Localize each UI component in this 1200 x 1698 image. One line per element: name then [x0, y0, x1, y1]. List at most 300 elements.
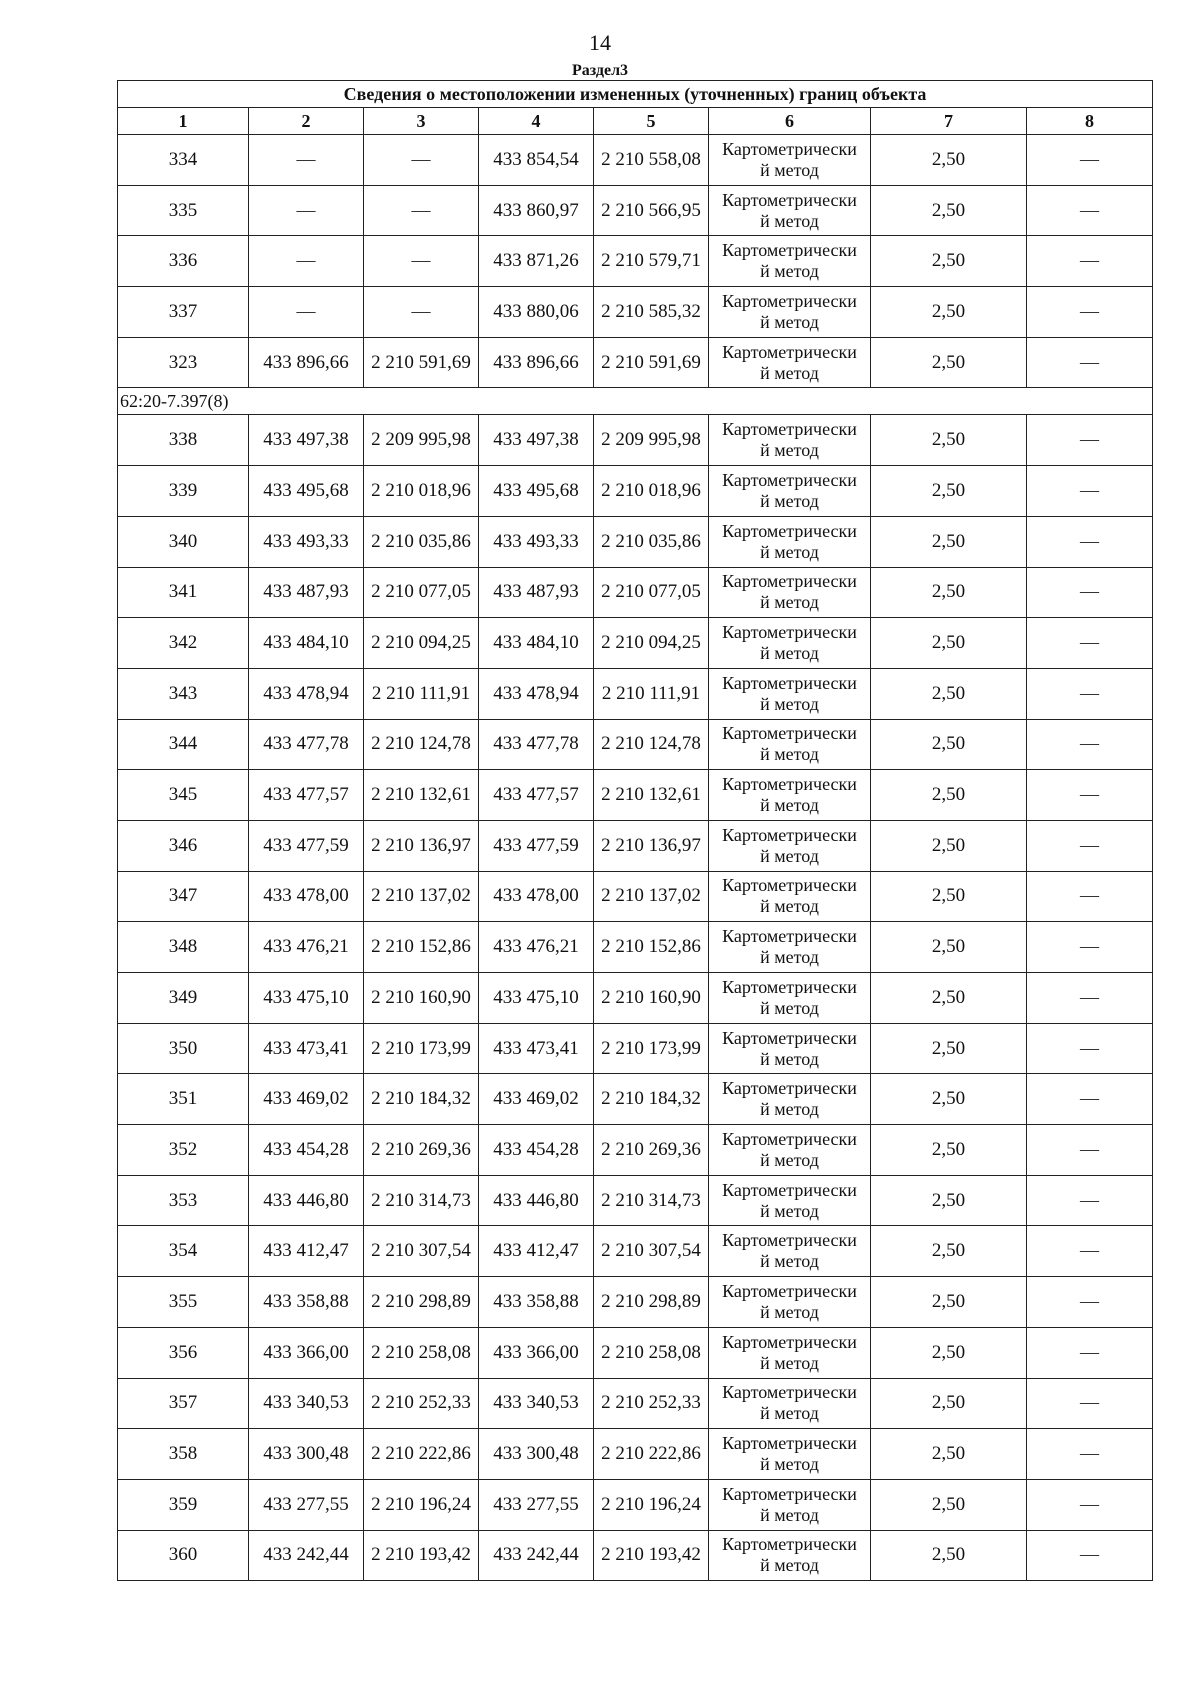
method-line: й метод — [760, 1555, 819, 1576]
table-cell: 433 366,00 — [249, 1327, 364, 1378]
table-cell: 2,50 — [871, 567, 1027, 618]
table-cell: — — [1027, 185, 1153, 236]
method-cell — [709, 236, 871, 287]
table-cell: 2 210 018,96 — [594, 466, 709, 517]
method-cell — [709, 820, 871, 871]
table-cell: — — [364, 135, 479, 186]
table-cell: 345 — [118, 770, 249, 821]
table-cell: 2 210 173,99 — [594, 1023, 709, 1074]
method-line: Картометрически — [722, 341, 857, 362]
table-cell: 433 412,47 — [249, 1226, 364, 1277]
table-row — [118, 1429, 1153, 1480]
table-cell: 2,50 — [871, 668, 1027, 719]
table-cell: 2,50 — [871, 871, 1027, 922]
table-cell: 2 210 111,91 — [364, 668, 479, 719]
table-row — [118, 1226, 1153, 1277]
table-cell: 335 — [118, 185, 249, 236]
table-row — [118, 1530, 1153, 1581]
method-line: Картометрически — [722, 774, 857, 795]
method-line: Картометрически — [722, 672, 857, 693]
table-cell: 2 210 252,33 — [594, 1378, 709, 1429]
table-cell: 355 — [118, 1277, 249, 1328]
method-cell — [709, 1327, 871, 1378]
method-line: й метод — [760, 1454, 819, 1475]
method-cell — [709, 618, 871, 669]
table-cell: — — [1027, 1226, 1153, 1277]
method-line: й метод — [760, 744, 819, 765]
table-cell: — — [1027, 922, 1153, 973]
table-cell: 433 277,55 — [249, 1479, 364, 1530]
table-cell: 433 477,59 — [249, 820, 364, 871]
table-cell: — — [1027, 668, 1153, 719]
table-cell: 433 495,68 — [479, 466, 594, 517]
table-cell: 433 476,21 — [479, 922, 594, 973]
method-line: й метод — [760, 592, 819, 613]
table-cell: 2,50 — [871, 1530, 1027, 1581]
table-cell: 2 210 196,24 — [364, 1479, 479, 1530]
method-line: й метод — [760, 1403, 819, 1424]
method-line: Картометрически — [722, 469, 857, 490]
table-cell: 433 475,10 — [479, 973, 594, 1024]
method-line: й метод — [760, 1301, 819, 1322]
table-cell: 337 — [118, 287, 249, 338]
table-cell: 433 446,80 — [249, 1175, 364, 1226]
table-row — [118, 1175, 1153, 1226]
table-cell: 2,50 — [871, 287, 1027, 338]
method-line: й метод — [760, 490, 819, 511]
table-cell: 433 896,66 — [479, 337, 594, 388]
table-cell: 433 412,47 — [479, 1226, 594, 1277]
table-cell: 2,50 — [871, 1479, 1027, 1530]
method-cell — [709, 1277, 871, 1328]
table-cell: 2,50 — [871, 770, 1027, 821]
table-cell: 2 210 591,69 — [594, 337, 709, 388]
table-cell: — — [1027, 135, 1153, 186]
column-header: 3 — [364, 108, 479, 135]
table-cell: — — [1027, 618, 1153, 669]
table-cell: 338 — [118, 415, 249, 466]
table-cell: 433 358,88 — [479, 1277, 594, 1328]
table-cell: 433 454,28 — [479, 1125, 594, 1176]
table-row — [118, 922, 1153, 973]
table-cell: 2 210 173,99 — [364, 1023, 479, 1074]
table-cell: — — [1027, 337, 1153, 388]
column-header: 7 — [871, 108, 1027, 135]
table-body — [118, 135, 1153, 1581]
table-cell: 359 — [118, 1479, 249, 1530]
table-cell: 2 210 018,96 — [364, 466, 479, 517]
table-row — [118, 618, 1153, 669]
table-cell: — — [364, 236, 479, 287]
table-cell: 2,50 — [871, 1226, 1027, 1277]
table-cell: 2,50 — [871, 1074, 1027, 1125]
method-cell — [709, 1378, 871, 1429]
table-row — [118, 719, 1153, 770]
method-line: Картометрически — [722, 1027, 857, 1048]
method-cell — [709, 337, 871, 388]
table-row — [118, 1277, 1153, 1328]
table-cell: 2 210 184,32 — [364, 1074, 479, 1125]
method-line: й метод — [760, 210, 819, 231]
method-line: Картометрически — [722, 1128, 857, 1149]
table-cell: 334 — [118, 135, 249, 186]
table-cell: 433 477,57 — [479, 770, 594, 821]
table-row — [118, 820, 1153, 871]
table-cell: 2 210 132,61 — [594, 770, 709, 821]
table-cell: 433 478,94 — [479, 668, 594, 719]
method-line: Картометрически — [722, 240, 857, 261]
table-cell: 2,50 — [871, 1277, 1027, 1328]
method-line: й метод — [760, 159, 819, 180]
table-cell: 2,50 — [871, 1125, 1027, 1176]
method-line: Картометрически — [722, 571, 857, 592]
table-cell: 339 — [118, 466, 249, 517]
table-cell: 2,50 — [871, 1378, 1027, 1429]
table-cell: 2 209 995,98 — [364, 415, 479, 466]
table-cell: 2 210 585,32 — [594, 287, 709, 338]
method-line: й метод — [760, 311, 819, 332]
table-cell: 353 — [118, 1175, 249, 1226]
column-number-row — [118, 108, 1153, 135]
table-cell: 433 477,78 — [479, 719, 594, 770]
table-cell: 2 210 035,86 — [594, 516, 709, 567]
table-row — [118, 973, 1153, 1024]
table-cell: 2 210 111,91 — [594, 668, 709, 719]
column-header: 1 — [118, 108, 249, 135]
table-cell: 433 469,02 — [479, 1074, 594, 1125]
table-cell: 354 — [118, 1226, 249, 1277]
table-row — [118, 135, 1153, 186]
method-cell — [709, 1226, 871, 1277]
table-row — [118, 287, 1153, 338]
table-cell: 2,50 — [871, 337, 1027, 388]
table-cell: 2,50 — [871, 135, 1027, 186]
method-line: й метод — [760, 1048, 819, 1069]
table-cell: 2 210 222,86 — [364, 1429, 479, 1480]
table-cell: 2 210 579,71 — [594, 236, 709, 287]
table-cell: 433 487,93 — [479, 567, 594, 618]
method-cell — [709, 1175, 871, 1226]
method-cell — [709, 973, 871, 1024]
table-cell: 2 210 035,86 — [364, 516, 479, 567]
method-line: Картометрически — [722, 1280, 857, 1301]
method-line: й метод — [760, 440, 819, 461]
table-cell: 343 — [118, 668, 249, 719]
table-cell: 340 — [118, 516, 249, 567]
table-cell: 357 — [118, 1378, 249, 1429]
table-cell: 433 478,94 — [249, 668, 364, 719]
table-cell: — — [1027, 415, 1153, 466]
table-cell: 2 210 132,61 — [364, 770, 479, 821]
table-cell: 433 476,21 — [249, 922, 364, 973]
column-header: 4 — [479, 108, 594, 135]
table-cell: — — [1027, 770, 1153, 821]
table-row — [118, 1327, 1153, 1378]
method-line: й метод — [760, 643, 819, 664]
method-line: й метод — [760, 1149, 819, 1170]
table-cell: 356 — [118, 1327, 249, 1378]
table-row — [118, 1378, 1153, 1429]
method-line: Картометрически — [722, 189, 857, 210]
method-line: Картометрически — [722, 875, 857, 896]
method-cell — [709, 1429, 871, 1480]
table-cell: 2,50 — [871, 922, 1027, 973]
table-cell: 433 475,10 — [249, 973, 364, 1024]
column-header: 5 — [594, 108, 709, 135]
table-cell: 2 210 222,86 — [594, 1429, 709, 1480]
method-cell — [709, 1023, 871, 1074]
method-cell — [709, 770, 871, 821]
table-cell: 348 — [118, 922, 249, 973]
table-cell: 2 210 184,32 — [594, 1074, 709, 1125]
method-line: й метод — [760, 1352, 819, 1373]
method-line: Картометрически — [722, 1331, 857, 1352]
column-header: 8 — [1027, 108, 1153, 135]
table-cell: — — [1027, 1530, 1153, 1581]
group-row — [118, 388, 1153, 415]
method-line: Картометрически — [722, 290, 857, 311]
method-line: й метод — [760, 795, 819, 816]
table-cell: 2 210 258,08 — [364, 1327, 479, 1378]
table-cell: 2 210 137,02 — [364, 871, 479, 922]
table-cell: 2 210 307,54 — [364, 1226, 479, 1277]
table-cell: 433 497,38 — [249, 415, 364, 466]
table-row — [118, 1125, 1153, 1176]
method-cell — [709, 922, 871, 973]
table-cell: 433 871,26 — [479, 236, 594, 287]
table-cell: 350 — [118, 1023, 249, 1074]
table-cell: — — [1027, 466, 1153, 517]
table-cell: 2 210 094,25 — [364, 618, 479, 669]
method-line: Картометрически — [722, 1433, 857, 1454]
method-line: Картометрически — [722, 1179, 857, 1200]
table-cell: 360 — [118, 1530, 249, 1581]
method-cell — [709, 185, 871, 236]
table-cell: 2 209 995,98 — [594, 415, 709, 466]
table-cell: — — [1027, 1277, 1153, 1328]
table-cell: 433 473,41 — [479, 1023, 594, 1074]
method-cell — [709, 871, 871, 922]
method-line: Картометрически — [722, 1534, 857, 1555]
method-line: й метод — [760, 947, 819, 968]
table-cell: 2,50 — [871, 1429, 1027, 1480]
method-cell — [709, 287, 871, 338]
table-cell: 433 340,53 — [249, 1378, 364, 1429]
boundary-coordinates-table — [117, 80, 1153, 1581]
table-cell: 2,50 — [871, 1175, 1027, 1226]
table-cell: 347 — [118, 871, 249, 922]
table-cell: 2 210 136,97 — [594, 820, 709, 871]
table-cell: — — [1027, 1074, 1153, 1125]
table-cell: — — [364, 185, 479, 236]
table-cell: 433 896,66 — [249, 337, 364, 388]
method-line: й метод — [760, 693, 819, 714]
method-line: Картометрически — [722, 622, 857, 643]
method-cell — [709, 719, 871, 770]
section-title: Раздел3 — [571, 62, 629, 79]
table-cell: 433 242,44 — [249, 1530, 364, 1581]
table-cell: 2 210 591,69 — [364, 337, 479, 388]
table-cell: — — [1027, 1429, 1153, 1480]
table-cell: — — [1027, 1479, 1153, 1530]
table-row — [118, 466, 1153, 517]
table-row — [118, 516, 1153, 567]
method-line: Картометрически — [722, 1078, 857, 1099]
table-cell: 346 — [118, 820, 249, 871]
method-line: й метод — [760, 1504, 819, 1525]
table-row — [118, 415, 1153, 466]
table-row — [118, 1074, 1153, 1125]
table-cell: — — [1027, 516, 1153, 567]
method-cell — [709, 1479, 871, 1530]
table-cell: 433 454,28 — [249, 1125, 364, 1176]
column-header: 2 — [249, 108, 364, 135]
table-cell: — — [1027, 1125, 1153, 1176]
table-cell: 2 210 307,54 — [594, 1226, 709, 1277]
table-row — [118, 337, 1153, 388]
table-caption-row — [118, 81, 1153, 108]
method-line: й метод — [760, 261, 819, 282]
table-cell: — — [249, 287, 364, 338]
method-line: Картометрически — [722, 723, 857, 744]
table-row — [118, 567, 1153, 618]
table-cell: — — [1027, 1378, 1153, 1429]
table-cell: — — [1027, 871, 1153, 922]
table-cell: — — [364, 287, 479, 338]
table-cell: 433 497,38 — [479, 415, 594, 466]
table-cell: — — [249, 135, 364, 186]
table-cell: 2 210 160,90 — [364, 973, 479, 1024]
table-cell: — — [1027, 287, 1153, 338]
table-cell: — — [1027, 236, 1153, 287]
method-line: Картометрически — [722, 419, 857, 440]
column-header: 6 — [709, 108, 871, 135]
method-cell — [709, 516, 871, 567]
table-cell: 351 — [118, 1074, 249, 1125]
table-caption: Сведения о местоположении измененных (уточненных) границ объекта — [118, 81, 1153, 108]
method-cell — [709, 1125, 871, 1176]
table-cell: 433 860,97 — [479, 185, 594, 236]
table-cell: 352 — [118, 1125, 249, 1176]
table-cell: 433 854,54 — [479, 135, 594, 186]
method-line: й метод — [760, 1200, 819, 1221]
table-cell: 2 210 160,90 — [594, 973, 709, 1024]
table-cell: 2 210 558,08 — [594, 135, 709, 186]
method-line: Картометрически — [722, 138, 857, 159]
table-cell: — — [1027, 567, 1153, 618]
table-cell: 2 210 258,08 — [594, 1327, 709, 1378]
table-cell: — — [1027, 820, 1153, 871]
method-cell — [709, 1530, 871, 1581]
page-number: 14 — [589, 30, 611, 55]
table-cell: 2,50 — [871, 236, 1027, 287]
table-cell: — — [1027, 1175, 1153, 1226]
method-line: й метод — [760, 541, 819, 562]
table-cell: 433 493,33 — [479, 516, 594, 567]
table-cell: 323 — [118, 337, 249, 388]
method-line: й метод — [760, 845, 819, 866]
table-cell: 2 210 314,73 — [594, 1175, 709, 1226]
table-cell: 342 — [118, 618, 249, 669]
table-cell: 433 473,41 — [249, 1023, 364, 1074]
table-cell: 2 210 152,86 — [594, 922, 709, 973]
table-cell: 433 300,48 — [249, 1429, 364, 1480]
method-line: Картометрически — [722, 824, 857, 845]
table-cell: 2 210 252,33 — [364, 1378, 479, 1429]
table-cell: 433 358,88 — [249, 1277, 364, 1328]
method-line: Картометрически — [722, 1382, 857, 1403]
table-cell: 433 478,00 — [479, 871, 594, 922]
table-cell: 2 210 298,89 — [364, 1277, 479, 1328]
table-cell: 336 — [118, 236, 249, 287]
cadastral-number-label: 62:20-7.397(8) — [118, 388, 1153, 415]
table-cell: 2 210 193,42 — [594, 1530, 709, 1581]
method-line: й метод — [760, 997, 819, 1018]
table-cell: 433 880,06 — [479, 287, 594, 338]
table-cell: 2,50 — [871, 516, 1027, 567]
table-cell: 433 495,68 — [249, 466, 364, 517]
table-cell: 2,50 — [871, 1327, 1027, 1378]
table-cell: — — [249, 236, 364, 287]
table-row — [118, 236, 1153, 287]
table-cell: 433 277,55 — [479, 1479, 594, 1530]
table-row — [118, 770, 1153, 821]
table-cell: 2 210 137,02 — [594, 871, 709, 922]
table-cell: 344 — [118, 719, 249, 770]
method-line: Картометрически — [722, 1483, 857, 1504]
method-cell — [709, 415, 871, 466]
table-cell: 433 493,33 — [249, 516, 364, 567]
table-cell: 2 210 124,78 — [594, 719, 709, 770]
table-cell: 341 — [118, 567, 249, 618]
table-cell: 2,50 — [871, 719, 1027, 770]
method-line: й метод — [760, 896, 819, 917]
method-cell — [709, 567, 871, 618]
table-cell: 2 210 094,25 — [594, 618, 709, 669]
table-cell: 2 210 136,97 — [364, 820, 479, 871]
method-cell — [709, 135, 871, 186]
table-cell: 2,50 — [871, 466, 1027, 517]
table-cell: 433 300,48 — [479, 1429, 594, 1480]
table-row — [118, 871, 1153, 922]
table-cell: 2 210 193,42 — [364, 1530, 479, 1581]
table-cell: 433 487,93 — [249, 567, 364, 618]
method-line: й метод — [760, 1251, 819, 1272]
table-cell: 2,50 — [871, 618, 1027, 669]
table-row — [118, 185, 1153, 236]
table-cell: 2,50 — [871, 820, 1027, 871]
table-cell: — — [1027, 1023, 1153, 1074]
table-cell: 433 477,59 — [479, 820, 594, 871]
table-cell: — — [249, 185, 364, 236]
method-cell — [709, 668, 871, 719]
table-cell: 2,50 — [871, 415, 1027, 466]
table-cell: 433 478,00 — [249, 871, 364, 922]
method-line: Картометрически — [722, 520, 857, 541]
table-cell: 2,50 — [871, 1023, 1027, 1074]
table-cell: 2,50 — [871, 185, 1027, 236]
table-cell: 433 366,00 — [479, 1327, 594, 1378]
table-cell: 433 477,57 — [249, 770, 364, 821]
table-row — [118, 1479, 1153, 1530]
table-cell: — — [1027, 973, 1153, 1024]
table-cell: 2 210 314,73 — [364, 1175, 479, 1226]
method-line: Картометрически — [722, 926, 857, 947]
method-line: Картометрически — [722, 976, 857, 997]
method-cell — [709, 1074, 871, 1125]
table-cell: 2 210 077,05 — [364, 567, 479, 618]
method-cell — [709, 466, 871, 517]
